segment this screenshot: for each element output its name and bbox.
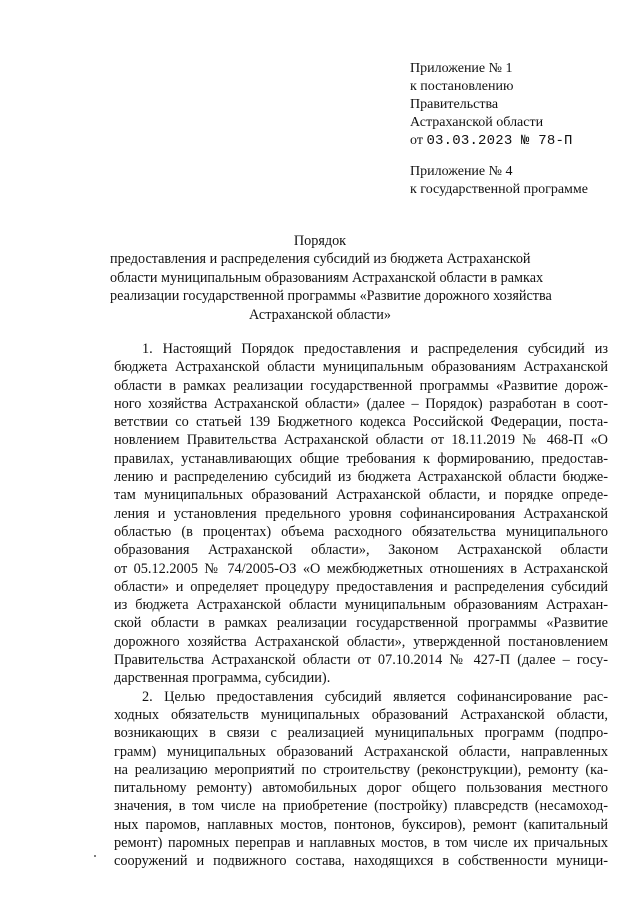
text-line: сооружений и подвижного состава, находящихся в собственности муници- bbox=[114, 853, 608, 870]
text-line: 2. Целью предоставления субсидий является софинансирование рас- bbox=[142, 688, 608, 705]
text-line: на реализацию мероприятий по строительству (реконструкции), ремонту (ка- bbox=[114, 761, 608, 778]
text-line: областью (в процентах) объема расходного обязательства муниципального bbox=[114, 523, 608, 540]
title-line: реализации государственной программы «Развитие дорожного хозяйства bbox=[110, 288, 552, 305]
text-line: образования Астраханской области», Законом Астраханской области bbox=[114, 542, 608, 559]
date-prefix: от bbox=[410, 133, 423, 148]
text-line: ного хозяйства Астраханской области» (далее – Порядок) разработан в соот- bbox=[114, 395, 608, 412]
text-line: из бюджета Астраханской области муниципальным образованиям Астрахан- bbox=[114, 597, 608, 614]
annex-4-line: к государственной программе bbox=[410, 182, 588, 197]
text-line: ветствии со статьей 139 Бюджетного кодекса Российской Федерации, поста- bbox=[114, 414, 608, 431]
text-line: грамм) муниципальных образований Астраханской области, направленных bbox=[114, 743, 608, 760]
text-line: 1. Настоящий Порядок предоставления и распределения субсидий из bbox=[142, 341, 608, 357]
paragraph-2 bbox=[114, 688, 608, 871]
text-line: ской области в рамках реализации государственной программы «Развитие bbox=[114, 615, 608, 632]
text-line: ления и установления предельного уровня софинансирования Астраханской bbox=[114, 505, 608, 522]
text-line: ходных обязательств муниципальных образований Астраханской области, bbox=[114, 706, 608, 723]
text-line: дорожного хозяйства Астраханской области», утвержденной постановлением bbox=[114, 633, 608, 650]
annex-4-line: Приложение № 4 bbox=[410, 164, 513, 179]
title-heading: Порядок bbox=[293, 233, 347, 249]
title-line: предоставления и распределения субсидий из бюджета Астраханской bbox=[110, 251, 531, 268]
annex-1-line: к постановлению bbox=[410, 79, 514, 94]
title-line: Астраханской области» bbox=[249, 306, 391, 323]
annex-1-line: Правительства bbox=[410, 97, 499, 112]
text-line: области в рамках реализации государственной программы «Развитие дорож- bbox=[114, 377, 608, 394]
text-line: Правительства Астраханской области от 07.10.2014 № 427-П (далее – госу- bbox=[114, 652, 608, 669]
date-number-stamp: 03.03.2023 № 78-П bbox=[426, 133, 573, 149]
text-line: там муниципальных образований Астраханской области, и порядке опреде- bbox=[114, 487, 608, 504]
text-line: питальному ремонту) автомобильных дорог общего пользования местного bbox=[114, 780, 608, 797]
text-line: правилах, устанавливающих общие требования к формированию, предостав- bbox=[114, 450, 608, 467]
text-line: ремонт) паромных переправ и наплавных мостов, в том числе их причальных bbox=[114, 835, 608, 852]
text-line: возникающих в связи с реализацией муниципальных программ (подпро- bbox=[114, 725, 608, 742]
text-line: лению и распределению субсидий из бюджета Астраханской области бюдже- bbox=[114, 469, 608, 486]
text-line: новлением Правительства Астраханской области от 18.11.2019 № 468-П «О bbox=[114, 432, 608, 449]
annex-1-header bbox=[410, 60, 625, 150]
document-body bbox=[114, 340, 608, 871]
text-line: области» и определяет процедуру предоставления и распределения субсидий bbox=[114, 578, 608, 595]
annex-1-line: Приложение № 1 bbox=[410, 61, 513, 76]
text-line: бюджета Астраханской области муниципальным образованиям Астраханской bbox=[114, 359, 608, 376]
annex-1-date-line bbox=[410, 132, 625, 150]
text-line: дарственная программа, субсидии). bbox=[114, 670, 331, 687]
annex-1-line: Астраханской области bbox=[410, 115, 544, 130]
paragraph-1 bbox=[114, 340, 608, 688]
document-title bbox=[110, 232, 552, 324]
annex-4-header bbox=[410, 163, 625, 199]
text-line: значения, в том числе на приобретение (постройку) плавсредств (несамоход- bbox=[114, 798, 608, 815]
scan-speck bbox=[94, 855, 96, 857]
title-line: области муниципальным образованиям Астраханской области в рамках bbox=[110, 269, 544, 286]
text-line: от 05.12.2005 № 74/2005-ОЗ «О межбюджетных отношениях в Астраханской bbox=[114, 560, 608, 577]
text-line: ных паромов, наплавных мостов, понтонов, буксиров), ремонт (капитальный bbox=[114, 816, 608, 833]
